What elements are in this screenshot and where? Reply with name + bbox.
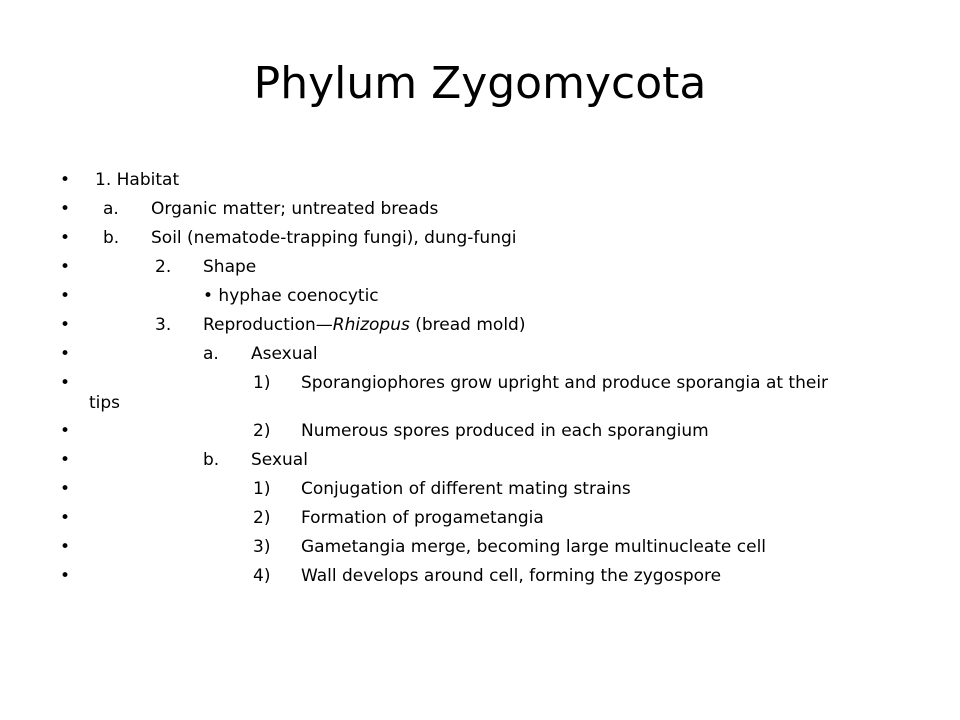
item-text: Organic matter; untreated breads [151,199,439,219]
item-text: • hyphae coenocytic [203,286,379,306]
item-text: Conjugation of different mating strains [301,479,631,499]
bullet-list [60,170,920,595]
item-number: b. [203,450,220,470]
bullet-icon: • [60,566,71,586]
item-number: 1. [95,170,112,190]
item-number: 2) [253,508,271,528]
list-item [60,508,920,528]
bullet-icon: • [60,228,71,248]
bullet-icon: • [60,450,71,470]
item-text: Numerous spores produced in each sporangium [301,421,709,441]
bullet-icon: • [60,170,71,190]
list-item [60,479,920,499]
list-item [60,344,920,364]
bullet-icon: • [60,373,71,393]
bullet-icon: • [60,199,71,219]
item-text: Sporangiophores grow upright and produce sporangia at their [301,373,829,393]
list-item [60,257,920,277]
bullet-icon: • [60,257,71,277]
item-number: 1) [253,479,271,499]
list-item [60,286,920,306]
bullet-icon: • [60,315,71,335]
list-item [60,199,920,219]
item-number: a. [103,199,119,219]
list-item [60,228,920,248]
bullet-icon: • [60,286,71,306]
item-text: Formation of progametangia [301,508,544,528]
item-text: Habitat [116,170,180,190]
bullet-icon: • [60,537,71,557]
item-number: 1) [253,373,271,393]
item-text-continuation: tips [89,393,121,413]
item-text: Reproduction— [203,315,333,335]
item-text: Gametangia merge, becoming large multinucleate cell [301,537,767,557]
item-text-italic: Rhizopus [332,315,410,335]
slide-title: Phylum Zygomycota [253,58,707,109]
bullet-icon: • [60,479,71,499]
item-number: a. [203,344,219,364]
item-number: 4) [253,566,271,586]
item-number: b. [103,228,120,248]
item-number: 2. [155,257,172,277]
item-number: 3. [155,315,172,335]
item-text: Wall develops around cell, forming the zygospore [301,566,722,586]
list-item [60,537,920,557]
item-text: Soil (nematode-trapping fungi), dung-fungi [151,228,517,248]
item-number: 3) [253,537,271,557]
list-item [60,170,920,190]
item-text: Asexual [251,344,318,364]
list-item [60,421,920,441]
list-item [60,566,920,586]
list-item [60,315,920,335]
bullet-icon: • [60,508,71,528]
bullet-icon: • [60,344,71,364]
item-text: Sexual [251,450,308,470]
item-number: 2) [253,421,271,441]
list-item [60,450,920,470]
bullet-icon: • [60,421,71,441]
item-text: (bread mold) [409,315,526,335]
item-text: Shape [203,257,257,277]
list-item [60,373,920,413]
